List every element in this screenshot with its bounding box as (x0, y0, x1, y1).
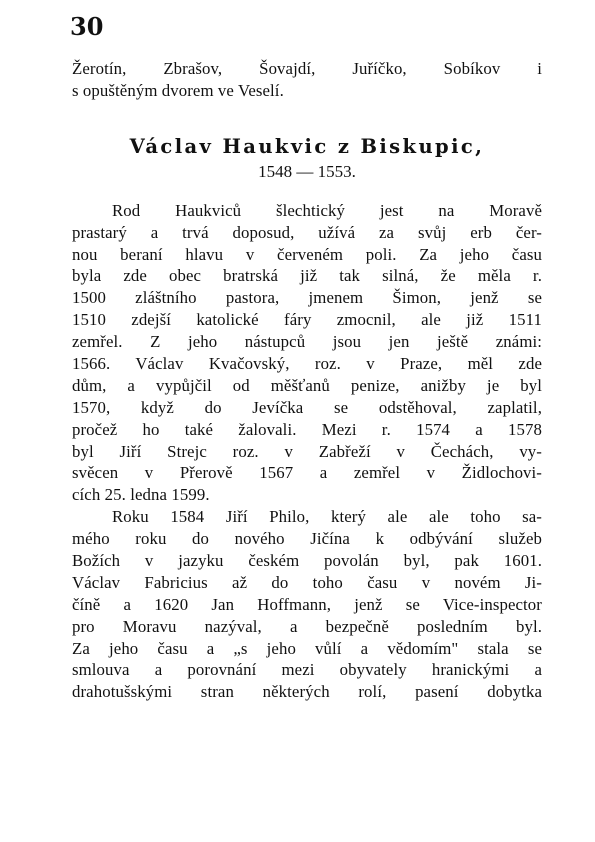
text-line: Rod Haukviců šlechtický jest na Moravě (112, 200, 542, 220)
paragraph-1 (72, 200, 542, 506)
text-line: s opuštěným dvorem ve Veselí. (72, 80, 284, 100)
intro-text (72, 58, 542, 102)
text-line: číně a 1620 Jan Hoffmann, jenž se Vice-inspector (72, 594, 542, 614)
text-line: 1570, když do Jevíčka se odstěhoval, zaplatil, (72, 397, 542, 417)
page-content (72, 58, 542, 703)
text-line: svěcen v Přerově 1567 a zemřel v Židlochovi- (72, 463, 542, 483)
text-line: pročež ho také žalovali. Mezi r. 1574 a 1578 (72, 419, 542, 439)
text-line: pro Moravu nazýval, a bezpečně posledním byl. (72, 616, 542, 636)
section-years: 1548 — 1553. (258, 161, 356, 181)
text-line: Václav Fabricius až do toho času v novém Ji- (72, 572, 542, 592)
text-line: Božích v jazyku českém povolán byl, pak 1601. (72, 551, 542, 571)
text-line: Za jeho času a „s jeho vůlí a vědomím" stala se (72, 638, 542, 658)
text-line: 1566. Václav Kvačovský, roz. v Praze, měl zde (72, 354, 542, 374)
page-number: 30 (70, 12, 104, 41)
text-line: 1510 zdejší katolické fáry zmocnil, ale již 1511 (72, 310, 542, 330)
text-line: drahotušskými stran některých rolí, pasení dobytka (72, 682, 542, 702)
text-line: byl Jiří Strejc roz. v Zabřeží v Čechách, vy- (72, 441, 542, 461)
text-line: Roku 1584 Jiří Philo, který ale ale toho sa- (112, 507, 542, 527)
text-line: mého roku do nového Jičína k odbývání služeb (72, 529, 542, 549)
text-line: cích 25. ledna 1599. (72, 485, 210, 505)
text-line: prastarý a trvá doposud, užívá za svůj erb čer- (72, 222, 542, 242)
text-line: smlouva a porovnání mezi obyvately hranickými a (72, 660, 542, 680)
text-line: Žerotín, Zbrašov, Šovajdí, Juříčko, Sobíkov i (72, 59, 542, 78)
paragraph-2 (72, 506, 542, 703)
text-line: dům, a vypůjčil od měšťanů penize, anižby je byl (72, 375, 542, 395)
text-line: byla zde obec bratrská již tak silná, že měla r. (72, 266, 542, 286)
section-title: Václav Haukvic z Biskupic, (129, 134, 485, 158)
text-line: 1500 zláštního pastora, jmenem Šimon, jenž se (72, 288, 542, 308)
text-line: nou beraní hlavu v červeném poli. Za jeho času (72, 244, 542, 264)
text-line: zemřel. Z jeho nástupců jsou jen ještě známi: (72, 332, 542, 352)
